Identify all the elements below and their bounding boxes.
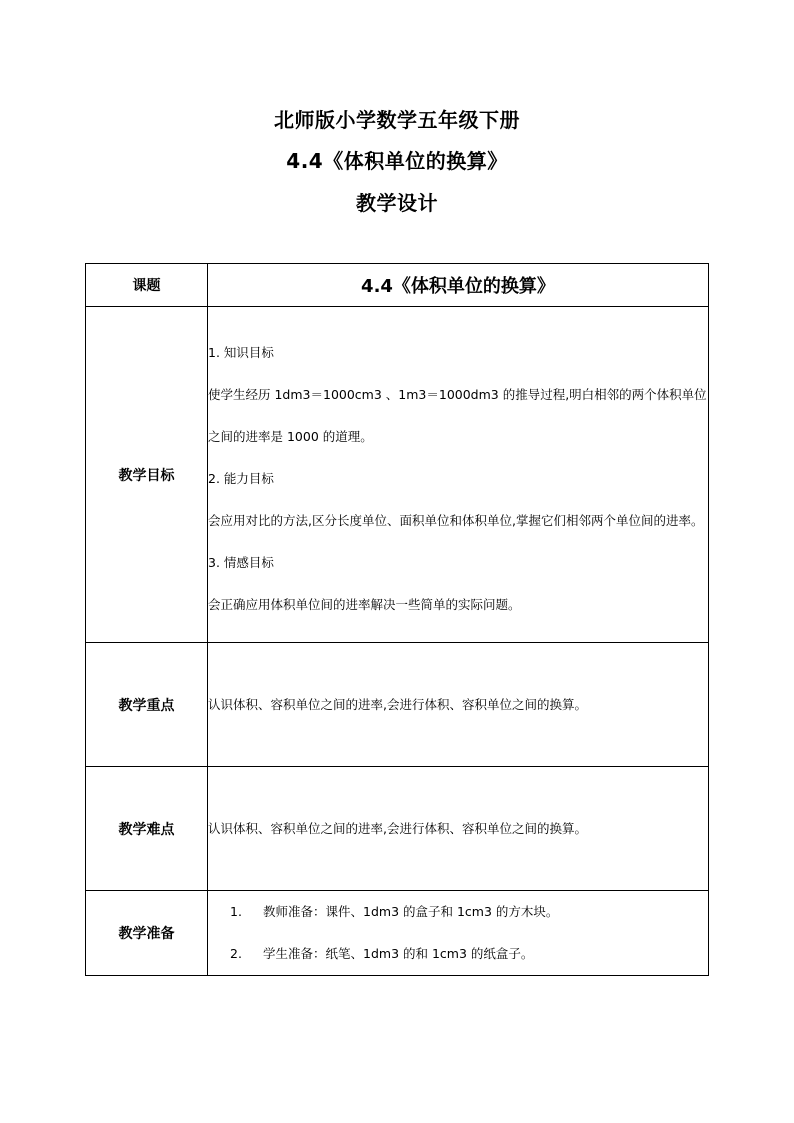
document-title-course: 北师版小学数学五年级下册 [274,108,520,132]
goal-text-knowledge: 使学生经历 1dm3＝1000cm3 、1m3＝1000dm3 的推导过程,明白相邻的两个体积单位之间的进率是 1000 的道理。 [208,386,707,444]
goal-heading-knowledge: 1. 知识目标 [208,344,274,360]
list-item-number: 2. [230,946,242,961]
list-item-text: 学生准备：纸笔、1dm3 的和 1cm3 的纸盒子。 [263,946,534,961]
goal-heading-emotion: 3. 情感目标 [208,554,274,570]
preparation-content [208,891,709,976]
row-label-difficulties: 教学难点 [86,767,208,891]
key-points-value: 认识体积、容积单位之间的进率,会进行体积、容积单位之间的换算。 [208,643,709,767]
goal-text-ability: 会应用对比的方法,区分长度单位、面积单位和体积单位,掌握它们相邻两个单位间的进率。 [208,512,704,528]
row-label-key-points: 教学重点 [86,643,208,767]
table-row-difficulties [86,767,709,891]
table-row-goals [86,307,709,643]
row-label-preparation: 教学准备 [86,891,208,976]
document-title-lesson: 4.4《体积单位的换算》 [286,149,508,173]
row-label-topic: 课题 [86,264,208,307]
difficulties-value: 认识体积、容积单位之间的进率,会进行体积、容积单位之间的换算。 [208,767,709,891]
list-item-text: 教师准备：课件、1dm3 的盒子和 1cm3 的方木块。 [263,904,559,919]
row-label-goals: 教学目标 [86,307,208,643]
list-item-number: 1. [230,904,242,919]
lesson-plan-table [85,263,709,976]
document-title-type: 教学设计 [356,191,438,215]
goals-content [208,307,709,643]
table-row-topic [86,264,709,307]
preparation-list [208,891,708,975]
list-item [208,933,708,975]
goal-heading-ability: 2. 能力目标 [208,470,274,486]
table-row-preparation [86,891,709,976]
list-item [208,891,708,933]
goal-text-emotion: 会正确应用体积单位间的进率解决一些简单的实际问题。 [208,596,521,612]
topic-value: 4.4《体积单位的换算》 [208,264,709,307]
table-row-key-points [86,643,709,767]
